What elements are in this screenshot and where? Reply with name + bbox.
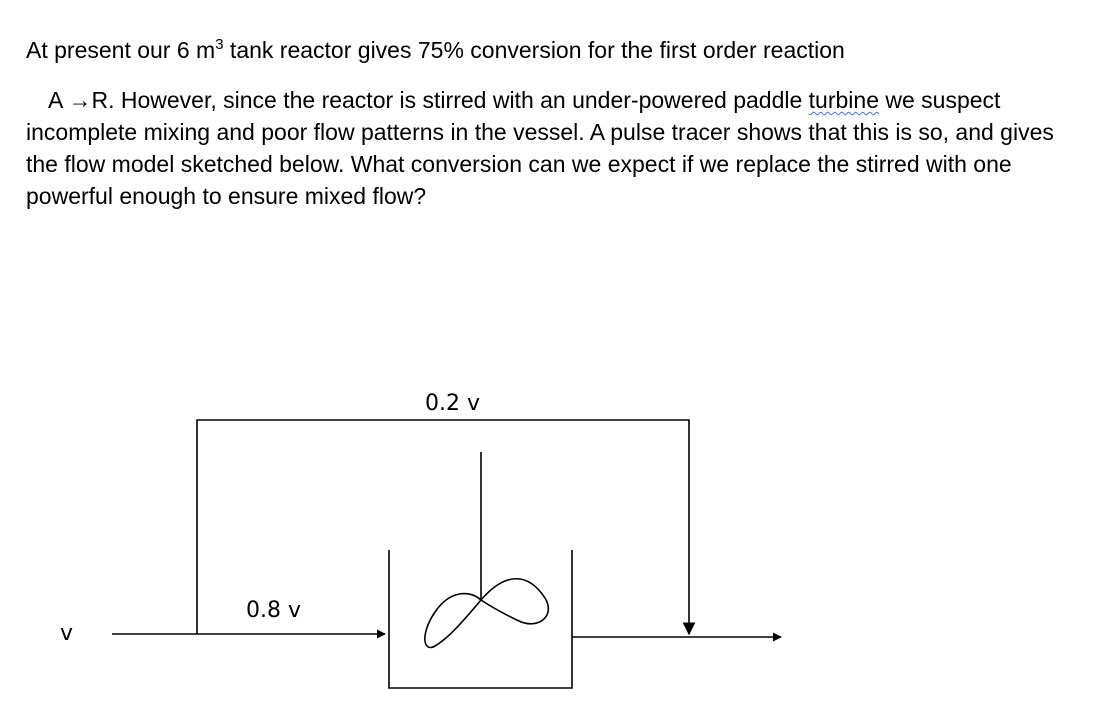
- cubic-superscript: 3: [215, 36, 224, 53]
- paddle-icon: [481, 579, 548, 624]
- line1-text: At present our 6 m: [26, 37, 216, 63]
- paddle-blade-left: [425, 594, 481, 648]
- line1-text-rest: tank reactor gives 75% conversion for the first order reaction: [223, 37, 845, 63]
- spellcheck-flagged-word[interactable]: turbine: [808, 87, 879, 113]
- reaction-start: A: [48, 87, 69, 113]
- bypass-label: 0.2 v: [425, 391, 480, 416]
- main-flow-label: 0.8 v: [246, 598, 301, 623]
- inlet-label: v: [60, 621, 74, 646]
- paragraph-text: R. However, since the reactor is stirred with an under-powered paddle: [91, 87, 809, 113]
- reaction-arrow-icon: →: [68, 87, 92, 113]
- paragraph-text-end: we suspect incomplete mixing and poor flow patterns in the vessel. A pulse tracer shows that this is so, and gives the flow model sketched below. What conversion can we expect if we replace the stirred with one powerful enough to ensure mixed flow?: [26, 87, 1054, 209]
